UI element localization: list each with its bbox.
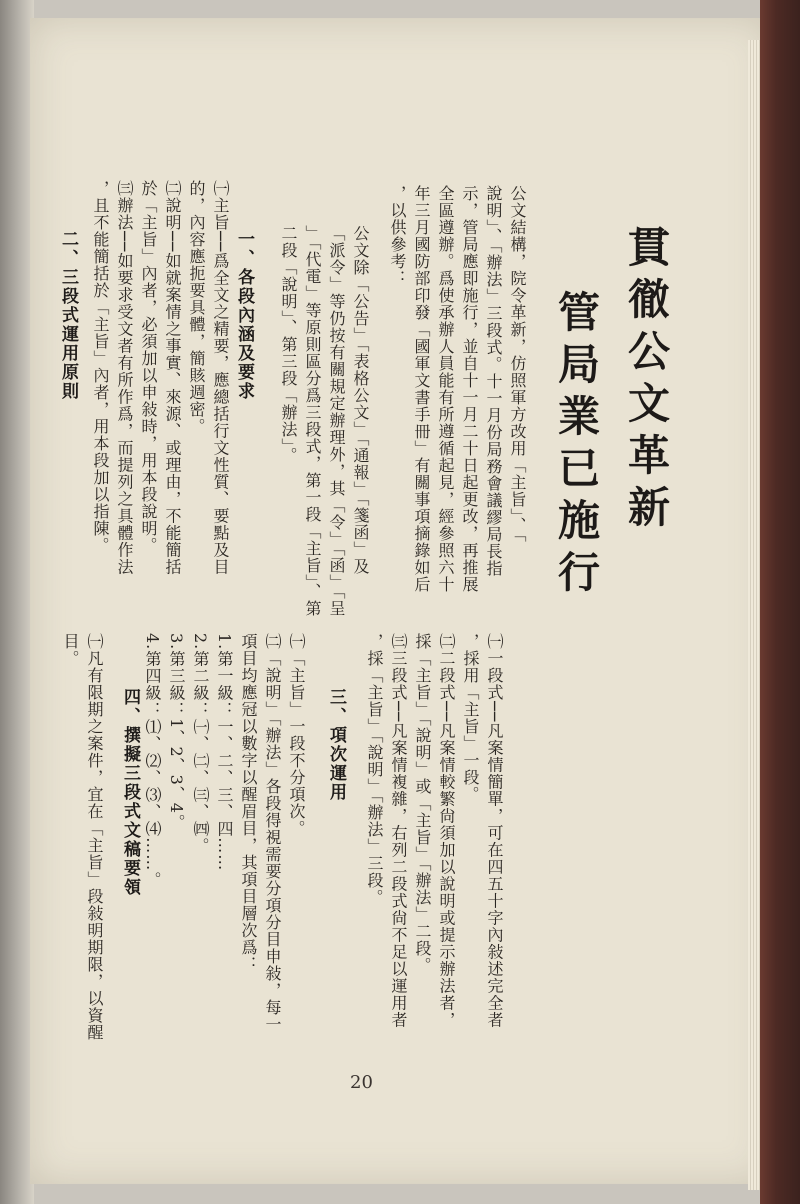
section4-heading: 四、撰擬三段式文稿要領 [120, 688, 140, 897]
section4-body: ㈠凡有限期之案件，宜在「主旨」段敍明期限，以資醒 目。 [61, 633, 104, 1041]
headline-line1: 貫徹公文革新 [622, 225, 671, 537]
headline-line2: 管局業已施行 [552, 290, 601, 602]
intro-paragraph: 公文結構，院令革新，仿照軍方改用「主旨」、「 說明」、「辦法」三段式。十一月份局務會議繆局長指 示，管局應即施行，並自十一月二十日起更改，再推展 全區遵辦。爲使承辦人員能有所遵循起見，經參照六十 年三月國防部印發「國軍文書手冊」有關事項摘錄如后 ，以供參考： [388, 185, 527, 593]
second-paragraph: 公文除「公告」「表格公文」「通報」「箋函」及 「派令」等仍按有關規定辦理外，其「令」「函」「呈 」「代電」等原則區分爲三段式，第一段「主旨」、第 二段「說明」、第三段「辦法」。 [279, 225, 370, 617]
section3-heading: 三、項次運用 [326, 688, 346, 802]
page-number: 20 [350, 1072, 373, 1093]
section1-body: ㈠主旨──爲全文之精要，應總括行文性質、要點及目 的，內容應扼要具體，簡賅週密。 ㈡說明──如就案情之事實、來源、或理由，不能簡括 於「主旨」內者，必須加以申敍時，用本段說明。 ㈢辦法──如要求受文者有所作爲，而提列之具體作法 ，且不能簡括於「主旨」內者，用本段加以指陳。 [91, 180, 230, 576]
section1-heading: 一、各段內涵及要求 [234, 230, 254, 401]
section2-heading: 二、三段式運用原則 [58, 230, 78, 401]
section2-body: ㈠一段式──凡案情簡單，可在四五十字內敍述完全者 ，採用「主旨」一段。 ㈡二段式──凡案情較繁尙須加以說明或提示辦法者， 採「主旨」「說明」或「主旨」「辦法」二段。 ㈢三段式──凡案情複雜，右列二段式尙不足以運用者 ，採「主旨」「說明」「辦法」三段。 [365, 633, 504, 1029]
section3-body: ㈠「主旨」一段不分項次。 ㈡「說明」「辦法」各段得視需要分項分目申敍，每一 項目均應冠以數字以醒眉目，其項目層次爲： 1.第一級：一、二、三、四…… 2.第二級：㈠、㈡、㈢、㈣。 3.第三級：1、2、3、4。 4.第四級：⑴、⑵、⑶、⑷……。 [143, 633, 306, 1033]
book-gutter-left [0, 0, 34, 1204]
book-cover-right [760, 0, 800, 1204]
